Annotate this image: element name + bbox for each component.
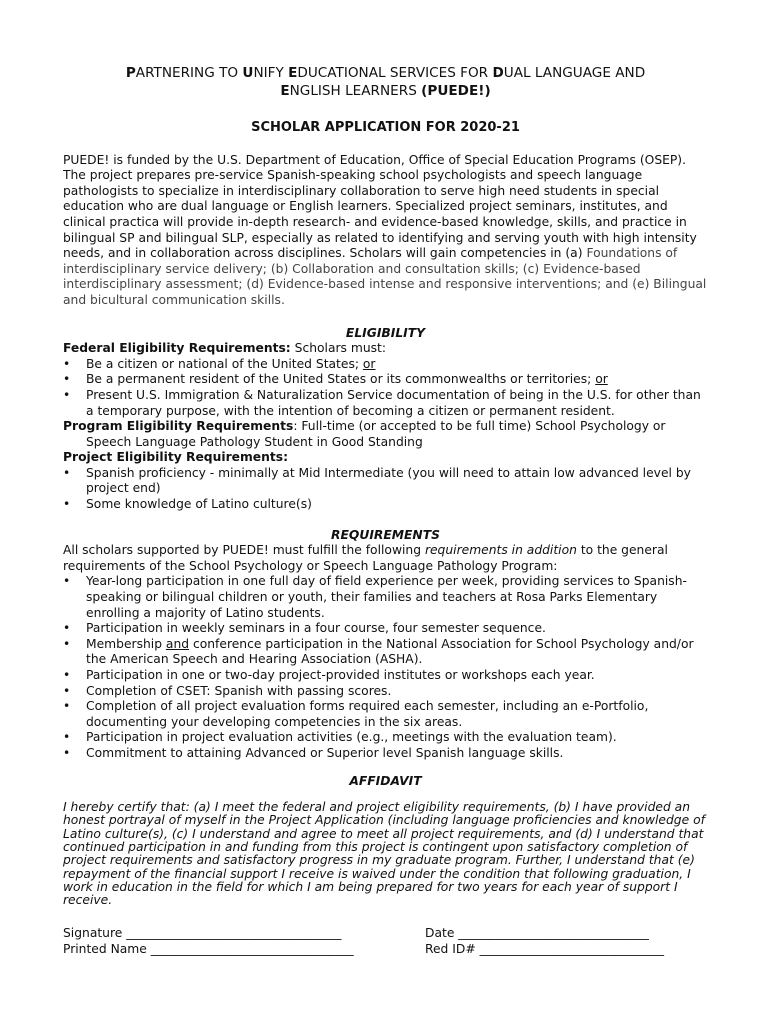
title-initial-d: D bbox=[492, 65, 504, 81]
requirements-intro-text: to the general requirements of the School Psychology or Speech Language Pathology Program: bbox=[63, 543, 668, 573]
list-item bbox=[63, 388, 708, 419]
federal-eligibility-list bbox=[63, 357, 708, 419]
list-item: • Year-long participation in one full day of field experience per week, providing services to Spanish-speaking or bilingual children or youth, their families and teachers at Rosa Parks Elementary enrolling a majority of Latino students. bbox=[63, 574, 708, 621]
document-page bbox=[63, 64, 708, 958]
list-item: • Some knowledge of Latino culture(s) bbox=[63, 497, 708, 513]
signature-row-2 bbox=[63, 942, 708, 958]
list-item-text: Be a citizen or national of the United States; bbox=[86, 356, 363, 371]
requirements-heading: REQUIREMENTS bbox=[331, 527, 440, 542]
list-item-text: Membership bbox=[86, 636, 166, 651]
list-item bbox=[63, 372, 708, 388]
title-initial-p: P bbox=[125, 65, 136, 81]
title-initial-e2: E bbox=[280, 83, 290, 99]
list-item-underlined: or bbox=[362, 356, 376, 371]
list-item bbox=[63, 637, 708, 668]
title-text: UAL LANGUAGE AND bbox=[503, 65, 646, 81]
list-item: • Spanish proficiency - minimally at Mid Intermediate (you will need to attain low advanced level by project end) bbox=[63, 466, 708, 497]
document-subtitle: SCHOLAR APPLICATION FOR 2020-21 bbox=[251, 120, 520, 135]
federal-eligibility-label: Federal Eligibility Requirements: bbox=[63, 341, 291, 356]
list-item: • Commitment to attaining Advanced or Superior level Spanish language skills. bbox=[63, 746, 708, 762]
printed-name-field[interactable]: Printed Name _________________________________ bbox=[63, 941, 354, 956]
list-item: • Completion of all project evaluation forms required each semester, including an e-Portfolio, documenting your developing competencies in the six areas. bbox=[63, 699, 708, 730]
intro-competencies-text: Foundations of interdisciplinary service delivery; (b) Collaboration and consultation skills; (c) Evidence-based interdisciplinary assessment; (d) Evidence-based intense and responsive interventions; and (e) Bilingual and bicultural communication skills. bbox=[63, 246, 707, 307]
list-item: • Participation in one or two-day project-provided institutes or workshops each year. bbox=[63, 668, 708, 684]
federal-eligibility-line bbox=[63, 341, 708, 357]
date-field[interactable]: Date _______________________________ bbox=[425, 925, 649, 940]
red-id-field[interactable]: Red ID# ______________________________ bbox=[425, 941, 665, 956]
title-text: NGLISH LEARNERS bbox=[289, 83, 422, 99]
list-item: • Participation in weekly seminars in a four course, four semester sequence. bbox=[63, 621, 708, 637]
program-eligibility-label: Program Eligibility Requirements bbox=[63, 419, 294, 434]
intro-paragraph bbox=[63, 153, 708, 309]
list-item bbox=[63, 357, 708, 373]
list-item-underlined: and bbox=[165, 636, 190, 651]
title-acronym: (PUEDE!) bbox=[421, 83, 491, 99]
list-item-underlined: or bbox=[595, 372, 608, 387]
list-item: • Participation in project evaluation activities (e.g., meetings with the evaluation team). bbox=[63, 730, 708, 746]
requirements-intro bbox=[63, 543, 708, 574]
intro-main-text: PUEDE! is funded by the U.S. Department of Education, Office of Special Education Programs (OSEP). The project prepares pre-service Spanish-speaking school psychologists and speech language pathologists to specialize in interdisciplinary collaboration to serve high need students in special education who are dual language or English learners. Specialized project seminars, institutes, and clinical practica will provide in-depth research- and evidence-based knowledge, skills, and practice in bilingual SP and bilingual SLP, especially as related to identifying and serving youth with high intensity needs, and in collaboration across disciplines. Scholars will gain competencies in (a) bbox=[63, 152, 697, 261]
title-text: ARTNERING TO bbox=[135, 65, 243, 81]
title-line-1 bbox=[63, 64, 708, 82]
project-eligibility-label: Project Eligibility Requirements: bbox=[63, 450, 289, 465]
signature-field[interactable]: Signature ___________________________________ bbox=[63, 925, 342, 940]
federal-eligibility-text: Scholars must: bbox=[290, 341, 386, 356]
list-item: • Completion of CSET: Spanish with passing scores. bbox=[63, 684, 708, 700]
eligibility-heading: ELIGIBILITY bbox=[345, 325, 426, 340]
list-item-text: conference participation in the National Association for School Psychology and/or the American Speech and Hearing Association (ASHA). bbox=[86, 636, 694, 667]
title-initial-u: U bbox=[242, 65, 254, 81]
requirements-intro-text: All scholars supported by PUEDE! must fulfill the following bbox=[63, 543, 425, 558]
program-eligibility-continuation: Speech Language Pathology Student in Good Standing bbox=[86, 434, 423, 449]
title-line-2 bbox=[63, 82, 708, 100]
affidavit-heading: AFFIDAVIT bbox=[349, 773, 422, 788]
signature-block bbox=[63, 926, 708, 958]
project-eligibility-list bbox=[63, 466, 708, 513]
program-eligibility-line bbox=[63, 419, 708, 435]
requirements-list bbox=[63, 574, 708, 761]
list-item-text: Be a permanent resident of the United States or its commonwealths or territories; bbox=[86, 372, 596, 387]
affidavit-text: I hereby certify that: (a) I meet the federal and project eligibility requirements, (b) I have provided an honest portrayal of myself in the Project Application (including language proficiencies and knowledge of Latino culture(s), (c) I understand and agree to meet all project requirements, and (d) I understand that continued participation in and funding from this project is contingent upon satisfactory completion of project requirements and satisfactory progress in my graduate program. Further, I understand that (e) repayment of the financial support I receive is waived under the condition that following graduation, I work in education in the field for which I am being prepared for two years for each year of support I receive. bbox=[63, 800, 705, 908]
program-eligibility-text: : Full-time (or accepted to be full time) School Psychology or bbox=[293, 419, 666, 434]
signature-row-1 bbox=[63, 926, 708, 942]
title-text: NIFY bbox=[253, 65, 289, 81]
list-item-text: Present U.S. Immigration & Naturalization Service documentation of being in the U.S. for other than a temporary purpose, with the intention of becoming a citizen or permanent resident. bbox=[86, 387, 701, 418]
requirements-intro-emphasis: requirements in addition bbox=[424, 543, 577, 558]
title-text: DUCATIONAL SERVICES FOR bbox=[297, 65, 493, 81]
title-initial-e: E bbox=[288, 65, 298, 81]
document-title bbox=[63, 64, 708, 100]
